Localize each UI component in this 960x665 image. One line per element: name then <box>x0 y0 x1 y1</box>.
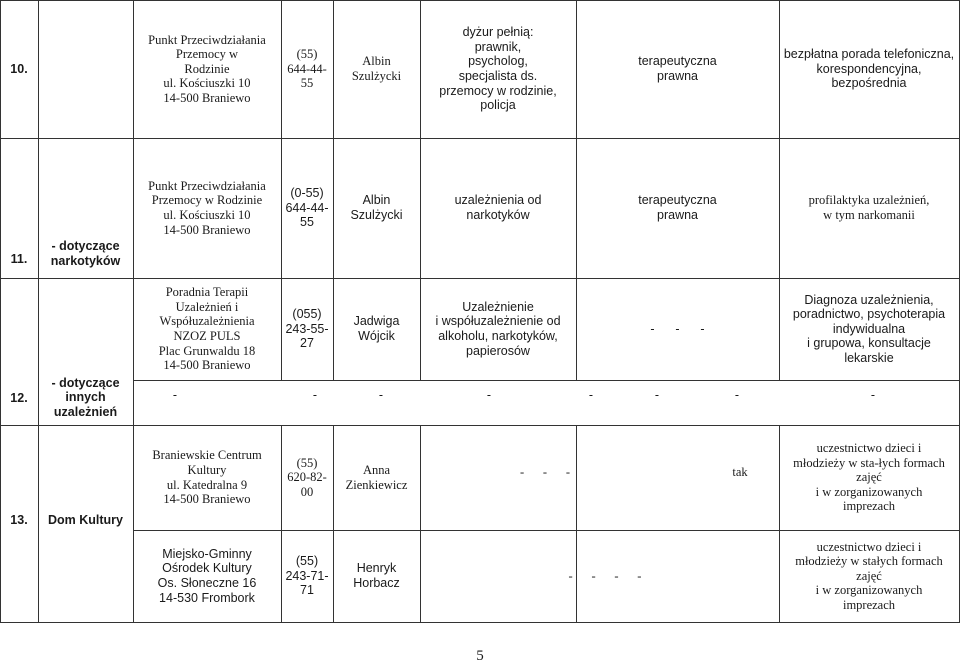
institution-cell: Punkt Przeciwdziałania Przemocy w Rodzinie ul. Kościuszki 10 14-500 Braniewo <box>148 178 266 237</box>
therapy-type-cell: terapeutyczna prawna <box>638 54 717 83</box>
duty-cell: Uzależnienie i współuzależnienie od alkoholu, narkotyków, papierosów <box>435 299 561 358</box>
phone-cell: (055) 243-55- 27 <box>285 307 329 351</box>
phone-cell: (55) 243-71- 71 <box>285 554 329 598</box>
services-cell: Diagnoza uzależnienia, poradnictwo, psychoterapia indywidualna i grupowa, konsultacje lekarskie <box>792 292 946 365</box>
duty-cell: - - - <box>520 465 570 480</box>
row-number: 13. <box>10 512 28 527</box>
empty-dash: - <box>378 387 384 402</box>
therapy-type-cell: terapeutyczna prawna <box>638 193 717 222</box>
row-number: 12. <box>10 390 28 405</box>
empty-dash: - <box>734 387 740 402</box>
duty-cell: uzależnienia od narkotyków <box>454 193 542 222</box>
phone-cell: (55) 644-44- 55 <box>287 47 327 91</box>
empty-dash: - <box>588 387 594 402</box>
empty-dash: - <box>172 387 178 402</box>
institution-cell: Punkt Przeciwdziałania Przemocy w Rodzinie ul. Kościuszki 10 14-500 Braniewo <box>148 32 266 105</box>
empty-dash: - <box>870 387 876 402</box>
contact-person-cell: Jadwiga Wójcik <box>353 314 400 343</box>
contact-person-cell: Anna Zienkiewicz <box>345 462 408 492</box>
contact-person-cell: Henryk Horbacz <box>353 561 400 590</box>
row-number: 11. <box>10 251 28 266</box>
therapy-type-cell: - - - <box>650 321 705 336</box>
page-number: 5 <box>476 648 484 664</box>
contact-person-cell: Albin Szulżycki <box>351 54 402 83</box>
duty-cell: - - - - <box>568 568 642 583</box>
empty-dash: - <box>486 387 492 402</box>
therapy-type-cell: tak <box>732 465 748 480</box>
category-cell: - dotyczące innych uzależnień <box>51 375 120 419</box>
duty-cell: dyżur pełnią: prawnik, psycholog, specjalista ds. przemocy w rodzinie, policja <box>439 25 557 113</box>
empty-dash: - <box>654 387 660 402</box>
phone-cell: (55) 620-82- 00 <box>287 455 327 499</box>
phone-cell: (0-55) 644-44- 55 <box>285 186 329 230</box>
category-cell: - dotyczące narkotyków <box>50 239 121 268</box>
row-number: 10. <box>10 61 28 76</box>
contact-person-cell: Albin Szulżycki <box>350 193 403 222</box>
services-cell: bezpłatna porada telefoniczna, korespondencyjna, bezpośrednia <box>783 47 955 91</box>
services-cell: profilaktyka uzależnień, w tym narkomanii <box>808 193 930 222</box>
category-cell: Dom Kultury <box>48 512 123 527</box>
empty-dash: - <box>312 387 318 402</box>
institution-cell: Braniewskie Centrum Kultury ul. Katedralna 9 14-500 Braniewo <box>152 448 262 507</box>
institution-cell: Poradnia Terapii Uzależnień i Współuzależnienia NZOZ PULS Plac Grunwaldu 18 14-500 Braniewo <box>158 285 256 373</box>
institution-cell: Miejsko-Gminny Ośrodek Kultury Os. Słoneczne 16 14-530 Frombork <box>157 546 257 605</box>
services-cell: uczestnictwo dzieci i młodzieży w sta-łych formach zajęć i w zorganizowanych imprezach <box>793 441 945 514</box>
services-cell: uczestnictwo dzieci i młodzieży w stałych formach zajęć i w zorganizowanych imprezach <box>795 539 943 612</box>
